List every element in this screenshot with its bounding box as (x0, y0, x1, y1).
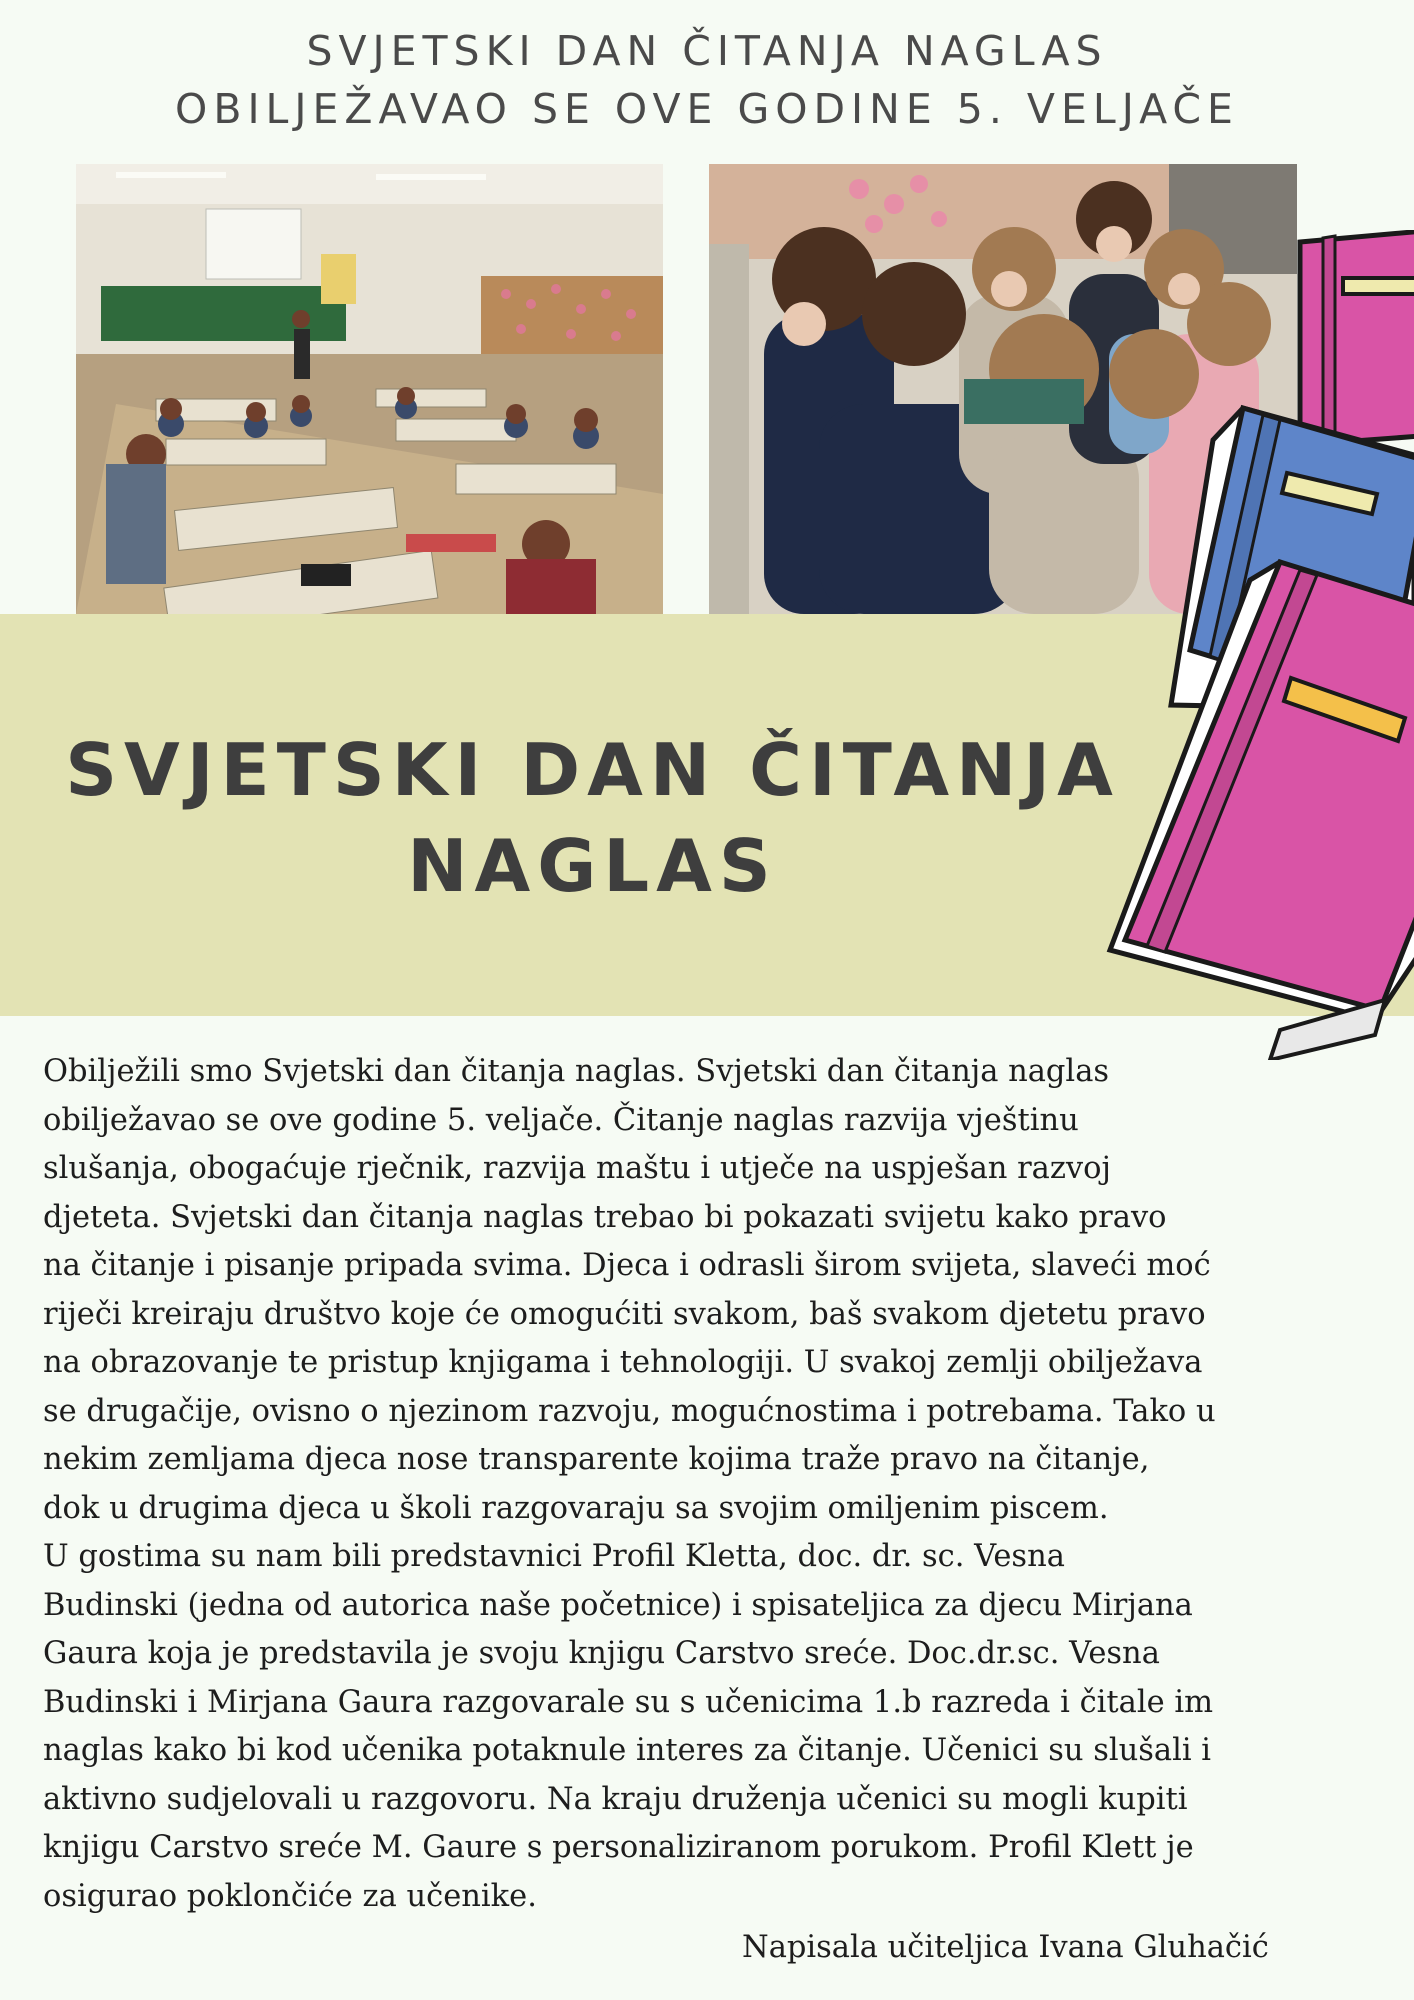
article-line: se drugačije, ovisno o njezinom razvoju, mogućnostima i potrebama. Tako u (43, 1393, 1216, 1429)
classroom-photo (76, 164, 663, 614)
article-line: na obrazovanje te pristup knjigama i tehnologiji. U svakoj zemlji obilježava (43, 1345, 1203, 1380)
page-header-title (0, 22, 1414, 138)
article-line: Budinski i Mirjana Gaura razgovarale su s učenicima 1.b razreda i čitale im (43, 1684, 1214, 1720)
article-line: naglas kako bi kod učenika potaknule interes za čitanje. Učenici su slušali i (43, 1733, 1212, 1768)
header-title-line-2: OBILJEŽAVAO SE OVE GODINE 5. VELJAČE (175, 85, 1239, 133)
article-line: djeteta. Svjetski dan čitanja naglas trebao bi pokazati svijetu kako pravo (43, 1199, 1167, 1235)
article-line: na čitanje i pisanje pripada svima. Djeca i odrasli širom svijeta, slaveći moć (43, 1248, 1211, 1283)
article-body (43, 1048, 1383, 1921)
author-signature: Napisala učiteljica Ivana Gluhačić (742, 1930, 1269, 1965)
article-line: dok u drugima djeca u školi razgovaraju sa svojim omiljenim piscem. (43, 1490, 1109, 1526)
article-line: slušanja, obogaćuje rječnik, razvija maštu i utječe na uspješan razvoj (43, 1151, 1111, 1186)
article-line: osigurao poklončiće za učenike. (43, 1878, 537, 1914)
article-line: Obilježili smo Svjetski dan čitanja naglas. Svjetski dan čitanja naglas (43, 1054, 1110, 1089)
main-heading-line-2: NAGLAS (407, 824, 778, 908)
pink-book-back-icon (1300, 230, 1414, 445)
main-heading (20, 722, 1165, 914)
article-line: nekim zemljama djeca nose transparente kojima traže pravo na čitanje, (43, 1442, 1150, 1477)
main-heading-line-1: SVJETSKI DAN ČITANJA (65, 728, 1120, 812)
pink-book-front-icon (1110, 562, 1414, 1060)
article-line: U gostima su nam bili predstavnici Profil Kletta, doc. dr. sc. Vesna (43, 1539, 1065, 1574)
article-line: Budinski (jedna od autorica naše početnice) i spisateljica za djecu Mirjana (43, 1587, 1193, 1623)
article-line: knjigu Carstvo sreće M. Gaure s personaliziranom porukom. Profil Klett je (43, 1830, 1194, 1865)
article-line: riječi kreiraju društvo koje će omogućiti svakom, baš svakom djetetu pravo (43, 1296, 1206, 1332)
books-illustration (1095, 230, 1414, 1060)
header-title-line-1: SVJETSKI DAN ČITANJA NAGLAS (306, 27, 1108, 75)
article-line: Gaura koja je predstavila je svoju knjigu Carstvo sreće. Doc.dr.sc. Vesna (43, 1636, 1160, 1671)
article-line: obilježavao se ove godine 5. veljače. Čitanje naglas razvija vještinu (43, 1102, 1079, 1138)
article-line: aktivno sudjelovali u razgovoru. Na kraju druženja učenici su mogli kupiti (43, 1781, 1188, 1817)
